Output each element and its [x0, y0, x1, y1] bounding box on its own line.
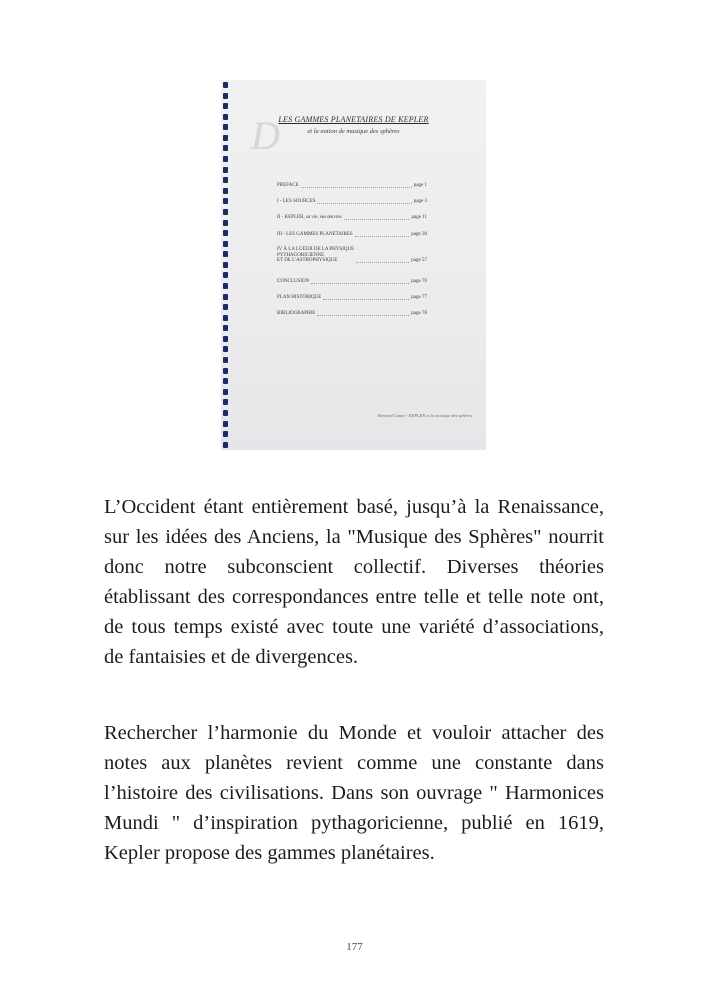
show-through-letter: D: [251, 113, 280, 158]
booklet-footer: Bernard Canat - KEPLER et la musique des sphères: [377, 413, 472, 418]
toc-entry: I - LES SOURCES page 3: [277, 199, 427, 204]
toc-entry: PREFACE page 1: [277, 183, 427, 188]
booklet-subtitle: et la notion de musique des sphères: [307, 128, 400, 135]
toc-entry: PLAN HISTORIQUE page 77: [277, 295, 427, 300]
toc-entry: IV À LA LUEUR DE LA PHYSIQUE PYTHAGORICIENNE ET DE L'ASTROPHYSIQUE page 57: [277, 247, 427, 263]
toc-entry: BIBLIOGRAPHIE page 78: [277, 311, 427, 316]
booklet-title: LES GAMMES PLANETAIRES DE KEPLER: [278, 115, 429, 124]
paragraph-occident: L’Occident étant entièrement basé, jusqu’à la Renaissance, sur les idées des Anciens, la "Musique des Sphères" nourrit donc notre subconscient collectif. Diverses théories établissant des correspondances entre telle et telle note ont, de tous temps existé avec toute une variété d’associations, de fantaisies et de divergences.: [104, 496, 604, 668]
toc-entry: CONCLUSION page 70: [277, 279, 427, 284]
spiral-binding: [221, 80, 231, 450]
toc-entry: II - KEPLER, sa vie, ses œuvres page 11: [277, 215, 427, 220]
paragraph-harmonie: Rechercher l’harmonie du Monde et vouloir attacher des notes aux planètes revient comme une constante dans l’histoire des civilisations. Dans son ouvrage " Harmonices Mundi " d’inspiration pythagoricienne, publié en 1619, Kepler propose des gammes planétaires.: [104, 722, 604, 864]
booklet-cover-photo: [221, 80, 486, 450]
toc-entry: III - LES GAMMES PLANETAIRES page 30: [277, 232, 427, 237]
page-number: 177: [346, 941, 363, 953]
